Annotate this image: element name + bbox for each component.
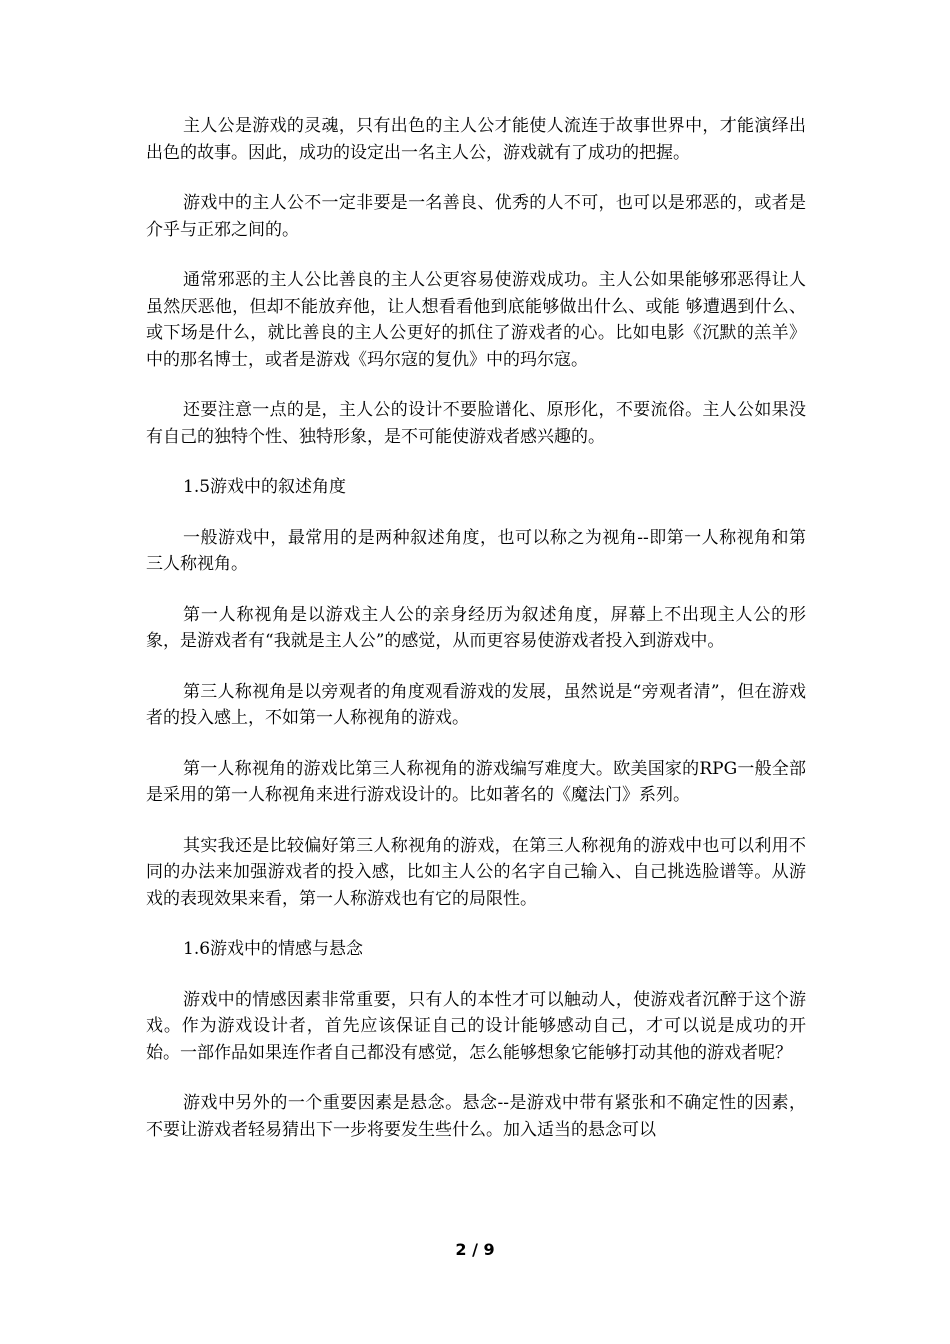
paragraph: 游戏中的主人公不一定非要是一名善良、优秀的人不可，也可以是邪恶的，或者是介乎与正邪之间的。 [146, 193, 806, 240]
paragraph: 其实我还是比较偏好第三人称视角的游戏，在第三人称视角的游戏中也可以利用不同的办法来加强游戏者的投入感，比如主人公的名字自己输入、自己挑选脸谱等。从游戏的表现效果来看，第一人称游戏也有它的局限性。 [146, 835, 806, 909]
paragraph: 游戏中另外的一个重要因素是悬念。悬念--是游戏中带有紧张和不确定性的因素，不要让游戏者轻易猜出下一步将要发生些什么。加入适当的悬念可以 [146, 1093, 806, 1140]
paragraph: 第三人称视角是以旁观者的角度观看游戏的发展，虽然说是“旁观者清”，但在游戏者的投入感上，不如第一人称视角的游戏。 [146, 681, 806, 728]
paragraph: 通常邪恶的主人公比善良的主人公更容易使游戏成功。主人公如果能够邪恶得让人虽然厌恶他，但却不能放弃他，让人想看看他到底能够做出什么、或能 够遭遇到什么、或下场是什么，就比善良的主人公更好的抓住了游戏者的心。比如电影《沉默的羔羊》中的那名博士，或者是游戏《玛尔寇的复仇》中的玛尔寇。 [146, 270, 806, 370]
section-heading: 1.5游戏中的叙述角度 [183, 477, 347, 497]
paragraph: 主人公是游戏的灵魂，只有出色的主人公才能使人流连于故事世界中，才能演绎出出色的故事。因此，成功的设定出一名主人公，游戏就有了成功的把握。 [146, 116, 806, 163]
paragraph: 游戏中的情感因素非常重要，只有人的本性才可以触动人，使游戏者沉醉于这个游戏。作为游戏设计者，首先应该保证自己的设计能够感动自己，才可以说是成功的开始。一部作品如果连作者自己都没有感觉，怎么能够想象它能够打动其他的游戏者呢？ [146, 989, 806, 1063]
paragraph: 一般游戏中，最常用的是两种叙述角度，也可以称之为视角--即第一人称视角和第三人称视角。 [146, 527, 806, 574]
section-heading: 1.6游戏中的情感与悬念 [183, 939, 364, 959]
paragraph: 第一人称视角的游戏比第三人称视角的游戏编写难度大。欧美国家的RPG一般全部是采用的第一人称视角来进行游戏设计的。比如著名的《魔法门》系列。 [146, 758, 806, 805]
page-number: 2 / 9 [455, 1240, 495, 1259]
paragraph: 还要注意一点的是，主人公的设计不要脸谱化、原形化，不要流俗。主人公如果没有自己的独特个性、独特形象，是不可能使游戏者感兴趣的。 [146, 400, 806, 447]
paragraph: 第一人称视角是以游戏主人公的亲身经历为叙述角度，屏幕上不出现主人公的形象，是游戏者有“我就是主人公”的感觉，从而更容易使游戏者投入到游戏中。 [146, 604, 806, 651]
document-body [146, 113, 806, 1167]
